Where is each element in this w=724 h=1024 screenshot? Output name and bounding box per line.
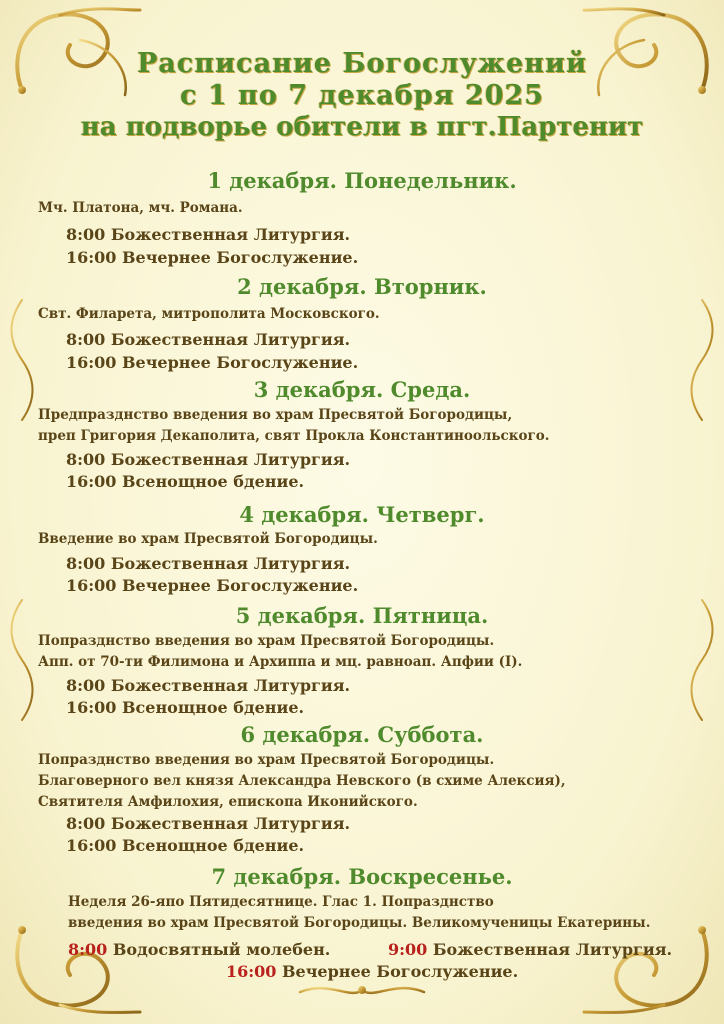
day-2-saint: Свт. Филарета, митрополита Московского. bbox=[38, 306, 380, 322]
day-2-service-1: 8:00 Божественная Литургия. bbox=[66, 330, 351, 349]
day-5-service-2: 16:00 Всенощное бдение. bbox=[66, 698, 305, 717]
sunday-service-2-time: 9:00 bbox=[388, 940, 428, 959]
day-6-saint-3: Святителя Амфилохия, епископа Иконийского. bbox=[38, 794, 418, 810]
day-4-service-1: 8:00 Божественная Литургия. bbox=[66, 554, 351, 573]
day-5-saint-1: Попразднство введения во храм Пресвятой Богородицы. bbox=[38, 633, 495, 649]
day-3-service-1: 8:00 Божественная Литургия. bbox=[66, 450, 351, 469]
day-6-service-1: 8:00 Божественная Литургия. bbox=[66, 814, 351, 833]
sunday-service-3 bbox=[226, 962, 518, 981]
day-4-saint: Введение во храм Пресвятой Богородицы. bbox=[38, 531, 378, 547]
day-1-saint: Мч. Платона, мч. Романа. bbox=[38, 200, 243, 216]
day-3-saint-2: преп Григория Декаполита, свят Прокла Константиноольского. bbox=[38, 428, 550, 444]
day-6-saint-1: Попразднство введения во храм Пресвятой Богородицы. bbox=[38, 752, 495, 768]
sunday-service-2 bbox=[388, 940, 672, 959]
day-7-saint-1: Неделя 26-япо Пятидесятнице. Глас 1. Попразднство bbox=[68, 894, 494, 910]
title-line-2: с 1 по 7 декабря 2025 bbox=[180, 80, 544, 111]
day-1-heading: 1 декабря. Понедельник. bbox=[207, 168, 517, 193]
day-1-service-1: 8:00 Божественная Литургия. bbox=[66, 225, 351, 244]
sunday-service-2-text: Божественная Литургия. bbox=[427, 940, 673, 959]
day-3-saint-1: Предпразднство введения во храм Пресвятой Богородицы, bbox=[38, 407, 513, 423]
day-6-heading: 6 декабря. Суббота. bbox=[240, 722, 484, 747]
day-6-service-2: 16:00 Всенощное бдение. bbox=[66, 836, 305, 855]
day-3-service-2: 16:00 Всенощное бдение. bbox=[66, 472, 305, 491]
day-7-heading: 7 декабря. Воскресенье. bbox=[211, 864, 513, 889]
day-7-saint-2: введения во храм Пресвятой Богородицы. Великомученицы Екатерины. bbox=[68, 915, 651, 931]
sunday-service-3-text: Вечернее Богослужение. bbox=[276, 962, 519, 981]
sunday-service-3-time: 16:00 bbox=[226, 962, 277, 981]
day-4-heading: 4 декабря. Четверг. bbox=[239, 502, 485, 527]
title-line-3: на подворье обители в пгт.Партенит bbox=[80, 112, 644, 142]
day-2-heading: 2 декабря. Вторник. bbox=[237, 274, 487, 299]
day-5-saint-2: Апп. от 70-ти Филимона и Архиппа и мц. равноап. Апфии (I). bbox=[38, 654, 523, 670]
day-5-service-1: 8:00 Божественная Литургия. bbox=[66, 676, 351, 695]
day-5-heading: 5 декабря. Пятница. bbox=[235, 603, 489, 628]
day-6-saint-2: Благоверного вел князя Александра Невского (в схиме Алексия), bbox=[38, 773, 566, 789]
sunday-service-1 bbox=[68, 940, 330, 959]
day-4-service-2: 16:00 Вечернее Богослужение. bbox=[66, 576, 359, 595]
sunday-service-1-text: Водосвятный молебен. bbox=[107, 940, 331, 959]
day-3-heading: 3 декабря. Среда. bbox=[253, 377, 471, 402]
day-1-service-2: 16:00 Вечернее Богослужение. bbox=[66, 248, 359, 267]
day-2-service-2: 16:00 Вечернее Богослужение. bbox=[66, 353, 359, 372]
sunday-service-1-time: 8:00 bbox=[68, 940, 108, 959]
title-line-1: Расписание Богослужений bbox=[137, 48, 587, 79]
